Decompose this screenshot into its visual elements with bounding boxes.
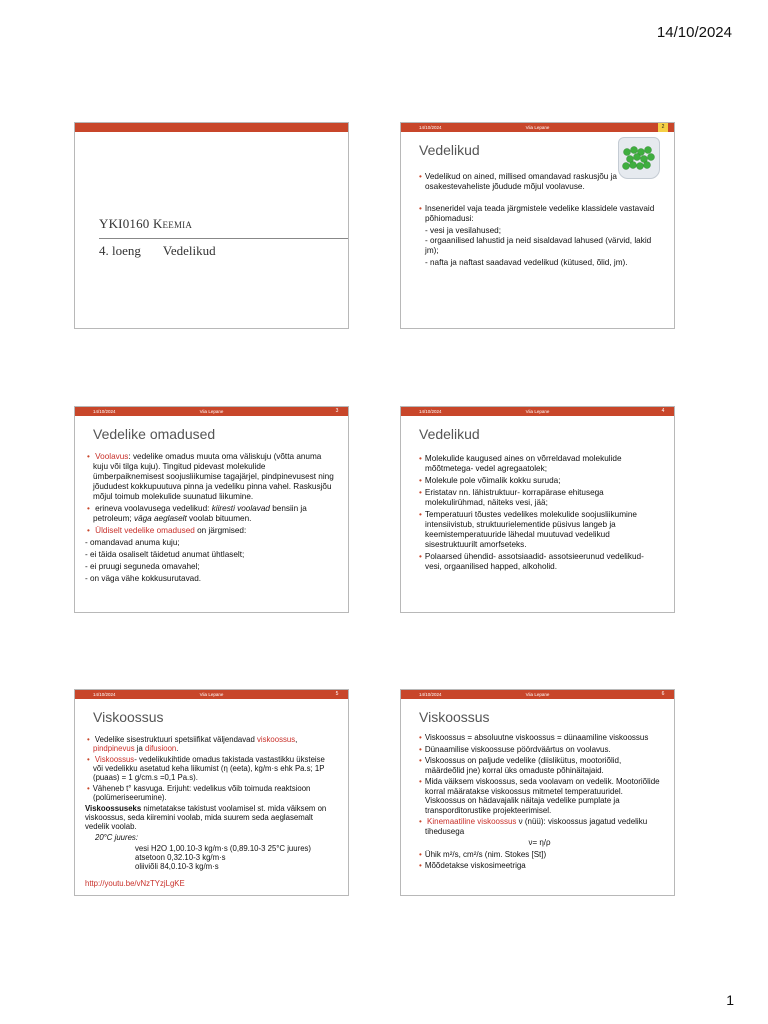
slide-title: Viskoossus [93,709,164,725]
bullet-item: • Inseneridel vaja teada järgmistele vedelike klassidele vastavaid põhiomadusi: [417,204,662,224]
bullet-text: on järgmised: [194,526,247,535]
page-number: 1 [726,992,734,1008]
bullet-text: - vedelikukihtide omadus takistada vastastikku üksteise või vedelikku asetatud keha liikumist (η (eeta), kg/m·s ehk Pa.s; 1P (puaas) = 1 g/cm.s =0,1 Pa.s). [93,755,325,782]
title-block [99,216,348,259]
bullet-item: • Viskoossus on paljude vedelike (diislikütus, mootoriõlid, määrdeõlid jne) korral üks omaduste põhinäitajaid. [417,756,662,775]
bullet-item: • Mõõdetakse viskosimeetriga [417,861,662,871]
slide-number: 4 [661,408,665,414]
bullet-item [85,526,336,536]
bullet-item: • Dünaamilise viskoossuse pöördväärtus on voolavus. [417,745,662,755]
slide-5 [74,689,349,896]
slide-body [417,454,662,572]
bullet-item: • Ühik m²/s, cm²/s (nim. Stokes [St]) [417,850,662,860]
slide-header-bar [75,123,348,132]
lecture-name: Vedelikud [162,243,216,258]
bullet-text: , [295,735,298,744]
bold-term: Viskoossuseks [85,804,142,813]
slide-author: Viia Lepane [199,692,224,697]
slide-title: Vedelikud [419,426,480,442]
term-voolavus: Voolavus [95,452,129,461]
italic-text: kiiresti voolavad [211,504,270,513]
slide-date: 14/10/2024 [93,409,116,414]
title-divider [99,238,349,239]
bullet-item [417,817,662,836]
bullet-text: ν (nüü): viskoossus jagatud vedeliku tihedusega [425,817,648,836]
value-row: vesi H2O 1,00.10-3 kg/m·s (0,89.10-3 25°C juures) [135,844,312,853]
term-omadused: Üldiselt vedelike omadused [95,526,195,535]
slide-header-bar [401,407,674,416]
slide-1 [74,122,349,329]
bullet-item: • Molekule pole võimalik kokku suruda; [417,476,662,486]
slide-author: Viia Lepane [199,409,224,414]
term-pindpinevus: pindpinevus [93,744,135,753]
dash-item: - ei pruugi seguneda omavahel; [85,562,200,571]
slide-author: Viia Lepane [525,125,550,130]
course-name: Keemia [152,216,193,231]
slide-number: 5 [335,691,339,697]
bullet-text: erineva voolavusega vedelikud: [95,504,212,513]
slide-date: 14/10/2024 [419,692,442,697]
bullet-text: Vedelike sisestruktuuri spetsiifikat väljendavad [94,735,257,744]
slide-number: 3 [335,408,339,414]
bullet-item [85,735,336,753]
course-code: YKI0160 [99,216,150,231]
dash-item: - omandavad anuma kuju; [85,538,180,547]
italic-text: 20°C juures: [95,833,138,842]
slide-body [85,452,336,584]
bullet-text: ja [134,744,146,753]
dash-item: - on väga vähe kokkusurutavad. [85,574,202,583]
slide-date: 14/10/2024 [419,125,442,130]
slide-number: 2 [658,123,668,132]
slide-author: Viia Lepane [525,692,550,697]
slide-3 [74,406,349,613]
slide-title: Viskoossus [419,709,490,725]
bullet-item: • Molekulide kaugused aines on võrreldavad molekulide mõõtmetega- vedel agregaatolek; [417,454,662,474]
sub-item: - vesi ja vesilahused; [425,226,501,235]
slide-4 [400,406,675,613]
dash-item: - ei täida osaliselt täidetud anumat ühtlaselt; [85,550,245,559]
bullet-item [85,755,336,782]
juures-label [85,833,336,842]
bullet-item: • Temperatuuri tõustes vedelikes molekulide soojusliikumine intensiivistub, struktuurielementide püsivus langeb ja keemistemperatuuride lähedal muutuvad vedelikud sisestruktuurilt amorfseteks. [417,510,662,550]
beaker-icon [618,137,660,179]
course-title [99,216,348,232]
paragraph [85,804,336,831]
bullet-text: : vedelike omadus muuta oma väliskuju (võtta anuma kuju või tilga kuju). Tingitud pidevast molekulide ümberpaiknemisest soojusliikumise tagajärjel, pindpinevusest ning jõududest kokkupuutuva pinna ja vedeliku pinna vahel. Raskusjõu mõjul toimub molekulide suunatud liikumine. [93,452,334,501]
lecture-number: 4. loeng [99,243,141,258]
bullet-item: • Polaarsed ühendid- assotsiaadid- assotsieerunud vedelikud- vesi, orgaanilised happed, alkoholid. [417,552,662,572]
slide-body [417,172,662,268]
term-kinemaatiline: Kinemaatiline viskoossus [427,817,517,826]
bullet-text: voolab bituumen. [186,514,252,523]
slide-title: Vedelikud [419,142,480,158]
term-viskoossus-def: Viskoossus [94,755,135,764]
bullet-text: bensiin ja petroleum; [93,504,307,523]
italic-text: väga aeglaselt [133,514,187,523]
youtube-link[interactable]: http://youtu.be/vNzTYzjLgKE [85,879,185,888]
slide-number: 6 [661,691,665,697]
slide-header-bar [75,690,348,699]
bullet-item: • Viskoossus = absoluutne viskoossus = dünaamiline viskoossus [417,733,662,743]
paragraph-text: nimetatakse takistust voolamisel st. mida väiksem on viskoossus, seda kiiremini voolab, mida suurem seda aeglasemalt vedelik voolab. [85,804,327,831]
header-date: 14/10/2024 [656,24,732,41]
sub-item: - orgaanilised lahustid ja neid sisaldavad lahused (värvid, lakid jm); [425,236,652,255]
bullet-item: • Väheneb t° kasvuga. Erijuht: vedelikus võib toimuda reaktsioon (polümeriseerumine). [85,784,336,802]
slide-2 [400,122,675,329]
bullet-item: • Eristatav nn. lähistruktuur- korrapärase ehitusega molekulirühmad, näiteks vesi, jää; [417,488,662,508]
sub-item: - nafta ja naftast saadavad vedelikud (kütused, õlid, jm). [425,258,628,267]
bullet-item: • Mida väiksem viskoossus, seda voolavam on vedelik. Mootoriõlide korral määratakse viskoossus mitmetel temperatuuridel. Viskoossus on hädavajalik näitaja vedelike pumplate ja transporditorustike projekteerimisel. [417,777,662,815]
bullet-text: . [176,744,179,753]
formula: ν= η/ρ [528,838,551,847]
slide-6 [400,689,675,896]
slide-body [417,733,662,871]
lecture-title [99,243,348,259]
bullet-item [85,504,336,524]
slide-header-bar [75,407,348,416]
slide-author: Viia Lepane [525,409,550,414]
slide-body [85,735,336,888]
bullet-item [85,452,336,502]
value-row: oliiviõli 84,0.10-3 kg/m·s [135,862,219,871]
term-viskoossus: viskoossus [257,735,296,744]
slide-date: 14/10/2024 [419,409,442,414]
slide-date: 14/10/2024 [93,692,116,697]
slide-header-bar [401,123,674,132]
slide-title: Vedelike omadused [93,426,216,442]
bullet-item: • Vedelikud on ained, millised omandavad raskusjõu ja osakestevaheliste jõudude mõjul voolavuse. [417,172,662,192]
term-difusioon: difusioon [145,744,177,753]
slide-header-bar [401,690,674,699]
value-row: atsetoon 0,32.10-3 kg/m·s [135,853,226,862]
